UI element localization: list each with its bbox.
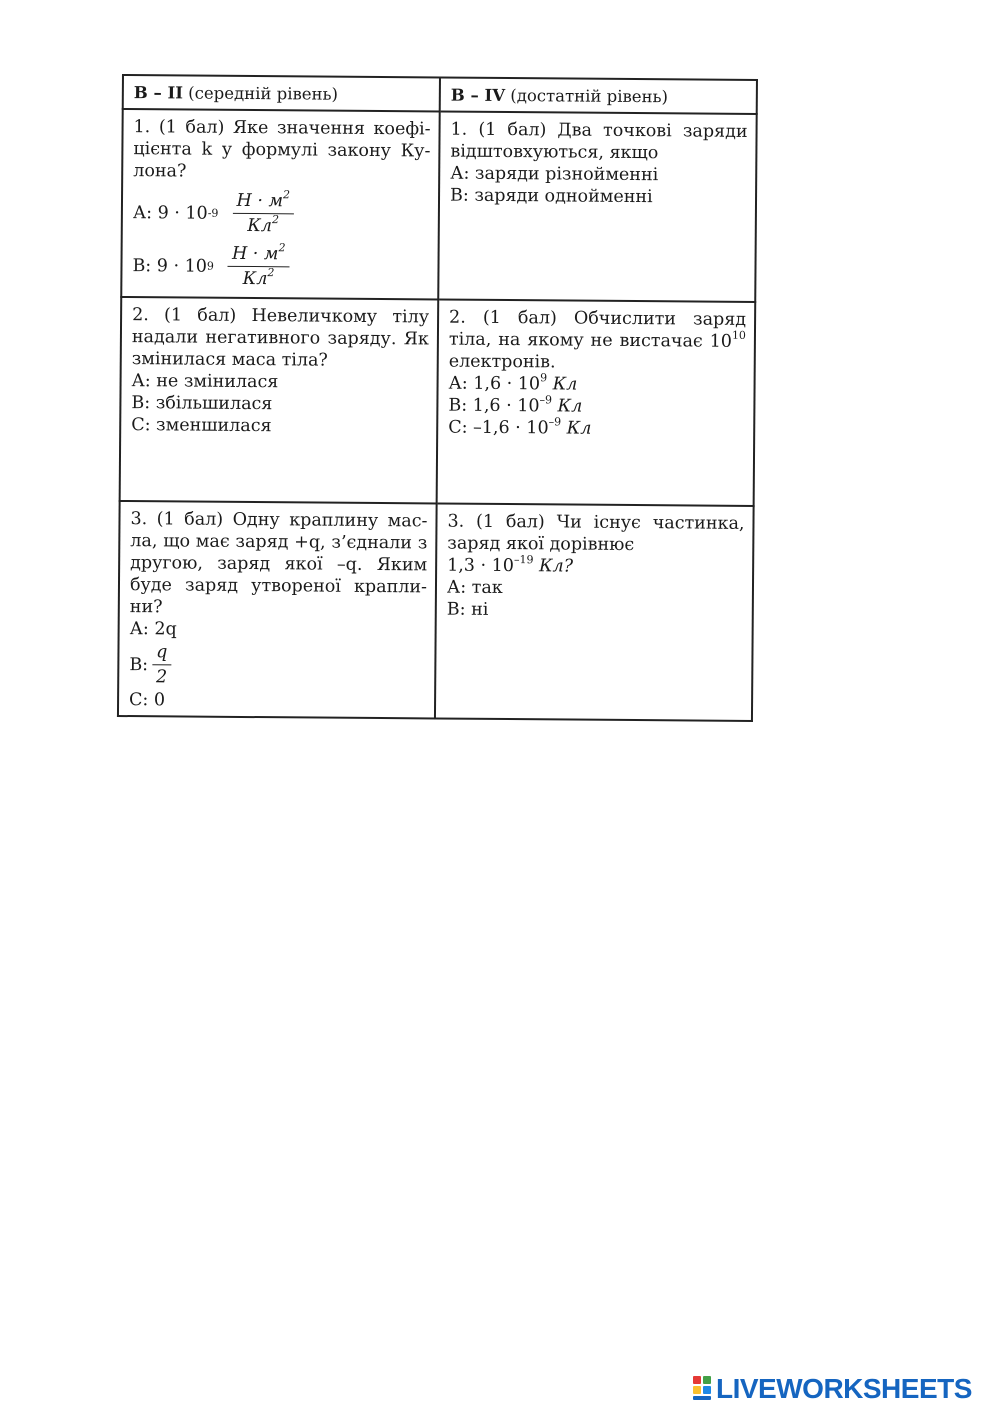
option-c: С: 0 xyxy=(129,690,166,711)
option-b: В: $1,6 \cdot 10^{-9}$ Кл xyxy=(448,393,583,417)
coulomb-unit-fraction: $\frac{Н \cdot м^2}{Кл^2}$ xyxy=(228,244,290,289)
option-b: В: $\frac{q}{2}$ xyxy=(129,642,426,689)
question-text: 1. (1 бал) Яке значення коефіцієнта k у формулі закону Кулона? xyxy=(133,117,431,182)
header-variant-2: В – II (середній рівень) xyxy=(123,75,440,111)
right-question-2 xyxy=(437,299,756,505)
q-half-fraction: $\frac{q}{2}$ xyxy=(152,642,172,687)
question-text: 3. (1 бал) Чи існує частинка, заряд якої дорівнює xyxy=(447,511,745,556)
questions-table xyxy=(117,74,758,722)
header-variant-4: В – IV (достатній рівень) xyxy=(440,77,757,113)
right-question-3 xyxy=(435,503,754,720)
option-a: А: так xyxy=(446,577,503,599)
option-a: А: 9 · 10 -9 $\frac{Н \cdot м^2}{Кл^2}$ xyxy=(133,190,430,237)
option-b: В: заряди однойменні xyxy=(449,185,653,208)
liveworksheets-logo xyxy=(693,1374,993,1404)
option-a: А: $1,6 \cdot 10^9$ Кл xyxy=(448,371,578,395)
question-text: 2. (1 бал) Обчислити заряд тіла, на якому не вистачає $10^{10}$ електронів. xyxy=(448,307,747,373)
option-b: В: 9 · 10 9 $\frac{Н \cdot м^2}{Кл^2}$ xyxy=(132,243,429,290)
charge-value: $1,3 \cdot 10^{-19}$ Кл? xyxy=(447,553,574,577)
option-a: А: 2q xyxy=(129,619,177,640)
liveworksheets-brand: LIVEWORKSHEETS xyxy=(716,1373,972,1404)
left-question-3 xyxy=(118,501,437,718)
coulomb-unit-fraction: $\frac{Н \cdot м^2}{Кл^2}$ xyxy=(232,191,294,236)
option-a: А: заряди різнойменні xyxy=(450,163,659,186)
question-text: 1. (1 бал) Два точкові заряди відштовхуються, якщо xyxy=(450,119,748,164)
option-c: С: $-1,6 \cdot 10^{-9}$ Кл xyxy=(448,415,592,439)
question-text: 2. (1 бал) Невеличкому тілу надали негативного заряду. Як змінилася маса тіла? xyxy=(131,305,430,371)
option-b: В: збільшилася xyxy=(131,393,273,415)
question-text: 3. (1 бал) Одну краплину масла, що має заряд +q, з’єднали з другою, заряд якої –q. Яким буде заряд утвореної краплини? xyxy=(129,509,428,618)
option-c: С: зменшилася xyxy=(131,415,272,437)
left-question-1 xyxy=(121,109,439,299)
right-question-1 xyxy=(438,111,756,301)
liveworksheets-logo-icon xyxy=(693,1376,713,1402)
left-question-2 xyxy=(120,297,439,503)
option-b: В: ні xyxy=(446,599,489,620)
option-a: А: не змінилася xyxy=(131,371,279,393)
worksheet-table-scan xyxy=(117,74,758,727)
